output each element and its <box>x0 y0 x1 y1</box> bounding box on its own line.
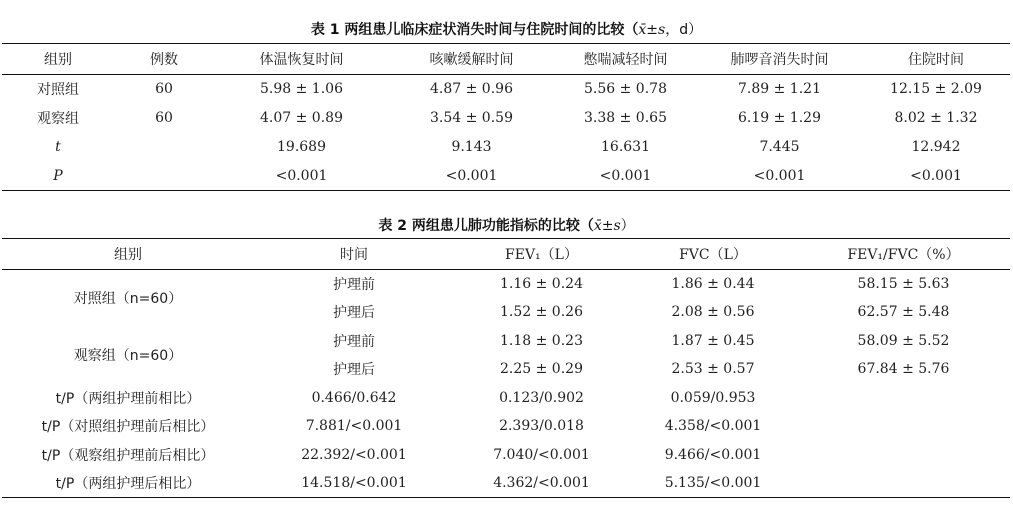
table-cell: 5.56 ± 0.78 <box>584 81 667 98</box>
table-cell: 22.392/<0.001 <box>301 446 407 463</box>
table-cell: 60 <box>155 81 173 98</box>
table-cell <box>114 162 214 191</box>
table-row <box>2 469 1010 498</box>
table1 <box>2 43 1010 191</box>
table2-header-group: 组别 <box>2 239 254 270</box>
table2-header-fev1: FEV₁（L） <box>454 239 629 270</box>
table-cell: 4.358/<0.001 <box>664 418 762 435</box>
table-row <box>2 412 1010 441</box>
table-row <box>2 270 1010 299</box>
test-label: t/P（观察组护理前后相比） <box>41 447 215 464</box>
table-cell: 19.689 <box>277 139 326 155</box>
table-cell: 14.518/<0.001 <box>301 475 407 491</box>
table-cell: 12.15 ± 2.09 <box>890 81 982 98</box>
table-cell: 观察组 <box>37 111 79 127</box>
table-cell: 62.57 ± 5.48 <box>857 304 950 321</box>
table-cell: 1.18 ± 0.23 <box>500 332 583 349</box>
table-cell: 8.02 ± 1.32 <box>894 110 978 126</box>
table-cell: 1.87 ± 0.45 <box>671 332 755 349</box>
table-cell: 9.466/<0.001 <box>664 446 762 463</box>
table1-header-group: 组别 <box>2 44 114 75</box>
table-cell: 护理后 <box>333 362 375 379</box>
table-cell: 67.84 ± 5.76 <box>857 361 950 378</box>
table-cell: 6.19 ± 1.29 <box>738 110 821 126</box>
table-cell: 2.25 ± 0.29 <box>500 361 583 378</box>
table2-caption <box>0 215 1013 235</box>
table-cell: t <box>55 139 61 155</box>
table-cell <box>797 384 1010 413</box>
table-cell: 0.123/0.902 <box>499 389 584 406</box>
table-cell: 2.53 ± 0.57 <box>671 361 755 378</box>
test-label: t/P（对照组护理前后相比） <box>41 419 215 436</box>
table1-header-fever: 体温恢复时间 <box>214 44 389 75</box>
table-cell: <0.001 <box>753 167 806 184</box>
table-cell: 护理前 <box>333 333 375 350</box>
table2-header-time: 时间 <box>254 239 454 270</box>
table-row <box>2 162 1010 191</box>
table1-header-wheeze: 憋喘减轻时间 <box>554 44 697 75</box>
table-cell: 5.98 ± 1.06 <box>260 81 343 98</box>
table-cell: 护理后 <box>333 305 375 322</box>
table-cell: 2.393/0.018 <box>499 418 584 435</box>
table-cell: 0.059/0.953 <box>670 389 756 406</box>
table-row <box>2 384 1010 413</box>
table-cell: 9.143 <box>451 139 492 155</box>
table-row <box>2 327 1010 356</box>
table-cell: <0.001 <box>599 167 652 184</box>
table2-caption-prefix: 表 2 两组患儿肺功能指标的比较（ <box>378 218 594 234</box>
table1-header-rales: 肺啰音消失时间 <box>697 44 862 75</box>
table-cell: <0.001 <box>445 167 498 184</box>
table1-caption-suffix: ，d） <box>665 22 703 38</box>
table2 <box>2 238 1010 498</box>
table-cell: 3.54 ± 0.59 <box>430 110 513 126</box>
table-cell: 1.52 ± 0.26 <box>500 304 583 321</box>
table-cell: 1.86 ± 0.44 <box>671 276 755 292</box>
table-cell: 7.89 ± 1.21 <box>738 81 821 98</box>
table1-header-stay: 住院时间 <box>862 44 1010 75</box>
test-label: t/P（两组护理后相比） <box>55 476 201 492</box>
table-row <box>2 75 1010 104</box>
table-cell: 7.445 <box>759 139 800 155</box>
table1-header-row <box>2 44 1010 75</box>
table2-caption-stat: x̄±s <box>593 218 621 234</box>
table1-header-cough: 咳嗽缓解时间 <box>389 44 554 75</box>
table-cell: 对照组 <box>37 82 79 99</box>
table-cell <box>797 469 1010 498</box>
table-cell <box>114 133 214 162</box>
table-cell: P <box>53 167 63 184</box>
table-cell: 3.38 ± 0.65 <box>584 110 667 126</box>
table1-caption <box>0 19 1013 39</box>
table-row <box>2 133 1010 162</box>
table2-header-row <box>2 239 1010 270</box>
table-cell: 4.362/<0.001 <box>493 475 590 491</box>
table-cell: 60 <box>155 110 173 126</box>
table2-header-fvc: FVC（L） <box>629 239 797 270</box>
table-cell: 7.881/<0.001 <box>305 418 403 435</box>
table-cell: 0.466/0.642 <box>311 389 397 406</box>
table-cell: 16.631 <box>601 139 650 155</box>
table-cell: 1.16 ± 0.24 <box>500 276 583 292</box>
table-cell: <0.001 <box>910 167 962 184</box>
table-cell: 护理前 <box>333 277 375 293</box>
table2-header-ratio: FEV₁/FVC（%） <box>797 239 1010 270</box>
table-cell <box>797 412 1010 441</box>
group-label-control: 对照组（n=60） <box>73 291 183 308</box>
table1-header-count: 例数 <box>114 44 214 75</box>
test-label: t/P（两组护理前相比） <box>55 390 201 407</box>
table2-caption-suffix: ） <box>620 218 635 234</box>
group-label-observation: 观察组（n=60） <box>73 348 183 364</box>
table-cell: 5.135/<0.001 <box>664 475 762 491</box>
table1-caption-stat: x̄±s <box>638 22 666 38</box>
table-cell <box>797 441 1010 470</box>
table-cell: 58.15 ± 5.63 <box>857 276 950 292</box>
table1-caption-prefix: 表 1 两组患儿临床症状消失时间与住院时间的比较（ <box>310 22 639 38</box>
table-row <box>2 441 1010 470</box>
table-cell: <0.001 <box>275 167 328 184</box>
table-row <box>2 104 1010 133</box>
table-cell: 7.040/<0.001 <box>493 446 590 463</box>
table-cell: 58.09 ± 5.52 <box>857 332 950 349</box>
table-cell: 4.87 ± 0.96 <box>430 81 513 98</box>
table-cell: 2.08 ± 0.56 <box>671 304 755 321</box>
table-cell: 4.07 ± 0.89 <box>260 110 343 126</box>
table-cell: 12.942 <box>911 139 961 155</box>
